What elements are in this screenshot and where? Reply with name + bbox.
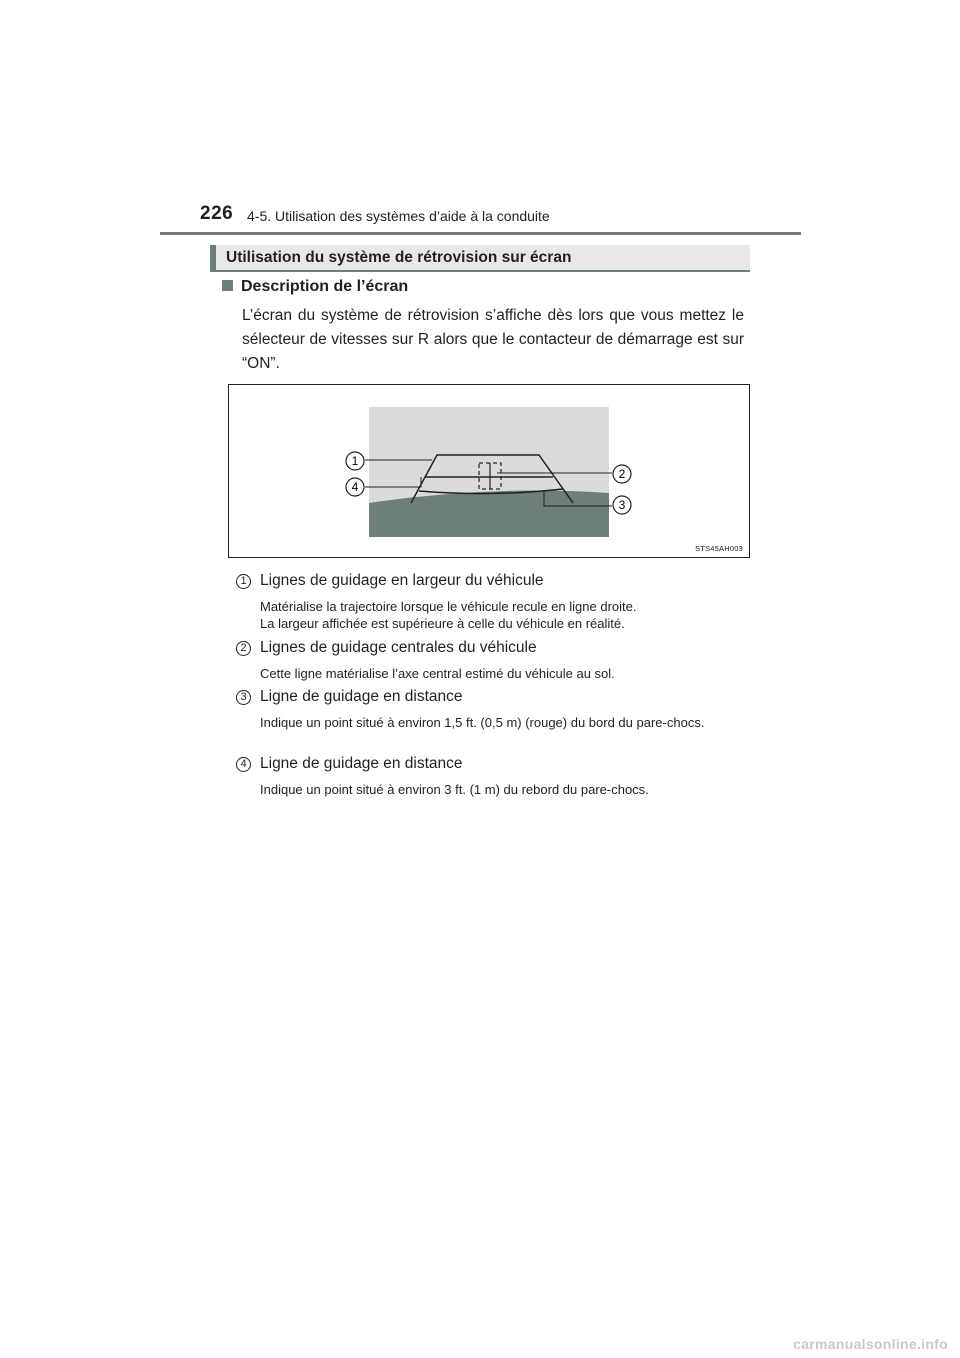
figure-code: STS45AH003 — [695, 544, 743, 553]
item-number-badge: 4 — [236, 757, 251, 772]
page-number: 226 — [200, 203, 234, 224]
body-paragraph: L’écran du système de rétrovision s’affiche dès lors que vous mettez le sélecteur de vitesses sur R alors que le contacteur de démarrage est sur “ON”. — [242, 307, 744, 372]
header-rule — [160, 232, 801, 235]
section-accent — [210, 245, 216, 270]
svg-text:2: 2 — [618, 467, 626, 481]
callout-2 — [613, 465, 631, 483]
callout-1 — [346, 452, 364, 470]
item-description: Indique un point situé à environ 3 ft. (1 m) du rebord du pare-chocs. — [260, 782, 649, 797]
item-description: Cette ligne matérialise l’axe central estimé du véhicule au sol. — [260, 666, 615, 681]
item-number-badge: 1 — [236, 574, 251, 589]
square-bullet-icon — [222, 280, 233, 291]
rear-view-screen-figure — [228, 384, 750, 558]
svg-text:3: 3 — [618, 498, 626, 512]
item-title: Lignes de guidage centrales du véhicule — [260, 639, 537, 656]
item-description: Matérialise la trajectoire lorsque le véhicule recule en ligne droite. La largeur affichée est supérieure à celle du véhicule en réalité. — [260, 599, 637, 631]
svg-text:4: 4 — [351, 480, 359, 494]
running-head: 4-5. Utilisation des systèmes d’aide à la conduite — [247, 208, 550, 224]
subsection-heading — [222, 278, 408, 296]
item-number-badge: 2 — [236, 641, 251, 656]
item-title: Lignes de guidage en largeur du véhicule — [260, 572, 544, 589]
item-description: Indique un point situé à environ 1,5 ft. (0,5 m) (rouge) du bord du pare-chocs. — [260, 715, 705, 730]
section-heading — [210, 245, 750, 272]
rear-view-screen-illustration — [229, 385, 751, 559]
svg-text:1: 1 — [351, 454, 359, 468]
subsection-title: Description de l’écran — [241, 278, 409, 295]
item-number-badge: 3 — [236, 690, 251, 705]
callout-4 — [346, 478, 364, 496]
item-title: Ligne de guidage en distance — [260, 755, 463, 772]
callout-3 — [613, 496, 631, 514]
item-title: Ligne de guidage en distance — [260, 688, 463, 705]
section-title: Utilisation du système de rétrovision sur écran — [226, 249, 572, 266]
watermark: carmanualsonline.info — [793, 1336, 948, 1352]
